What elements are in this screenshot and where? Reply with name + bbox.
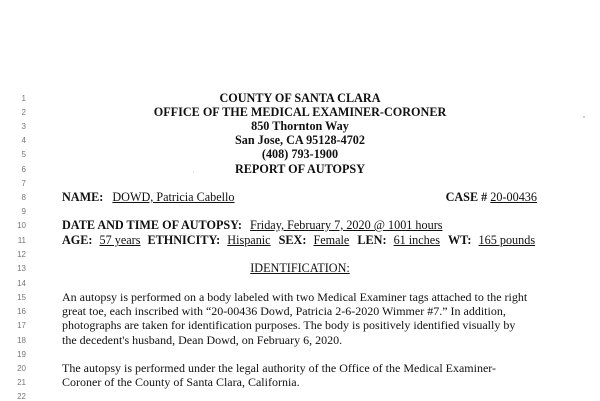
identification-heading-row: [0, 261, 600, 275]
line-number: 2: [21, 108, 26, 117]
len-value: 61 inches: [393, 233, 440, 247]
case-value: 20-00436: [490, 190, 537, 204]
county-heading: COUNTY OF SANTA CLARA: [219, 91, 381, 105]
age-label: AGE:: [62, 233, 93, 247]
line-number: 7: [21, 179, 26, 188]
identification-line: photographs are taken for identification purposes. The body is positively identified visually by: [62, 318, 516, 332]
line-number: 18: [17, 336, 26, 345]
identification-line: great toe, each inscribed with “20-00436 Dowd, Patricia 2-6-2020 Wimmer #7.” In addition,: [62, 304, 506, 318]
datetime-value: Friday, February 7, 2020 @ 1001 hours: [249, 218, 443, 232]
identification-line: the decedent's husband, Dean Dowd, on February 6, 2020.: [62, 333, 343, 347]
street-address: 850 Thornton Way: [251, 119, 349, 133]
identification-line: An autopsy is performed on a body labeled with two Medical Examiner tags attached to the right: [62, 290, 528, 304]
line-number: 17: [17, 321, 26, 330]
line-number: 13: [17, 264, 26, 273]
ethnicity-value: Hispanic: [227, 233, 271, 247]
line-number: 21: [17, 378, 26, 387]
datetime-row: [62, 218, 443, 232]
authority-line: Coroner of the County of Santa Clara, California.: [62, 375, 300, 389]
line-number: 3: [21, 122, 26, 131]
line-number: 10: [17, 221, 26, 230]
report-title: REPORT OF AUTOPSY: [234, 162, 366, 176]
name-row: [62, 190, 235, 204]
line-number: 20: [17, 364, 26, 373]
sex-label: SEX:: [278, 233, 307, 247]
datetime-label: DATE AND TIME OF AUTOPSY:: [62, 218, 242, 232]
line-number: 14: [17, 279, 26, 288]
demographics-row: [62, 233, 535, 247]
scan-speck: [583, 116, 585, 118]
age-value: 57 years: [99, 233, 141, 247]
wt-value: 165 pounds: [478, 233, 536, 247]
line-number: 15: [17, 293, 26, 302]
line-number: 6: [21, 165, 26, 174]
line-number: 16: [17, 307, 26, 316]
ethnicity-label: ETHNICITY:: [147, 233, 221, 247]
phone-number: (408) 793-1900: [261, 147, 339, 161]
sex-value: Female: [313, 233, 350, 247]
line-number: 19: [17, 350, 26, 359]
office-heading: OFFICE OF THE MEDICAL EXAMINER-CORONER: [153, 105, 447, 119]
line-number: 8: [21, 193, 26, 202]
authority-line: The autopsy is performed under the legal authority of the Office of the Medical Examiner-: [62, 361, 497, 375]
name-value: DOWD, Patricia Cabello: [112, 190, 235, 204]
line-number: 5: [21, 150, 26, 159]
case-label: CASE #: [445, 190, 488, 204]
wt-label: WT:: [447, 233, 472, 247]
len-label: LEN:: [357, 233, 387, 247]
line-number: 11: [17, 236, 26, 245]
name-label: NAME:: [62, 190, 104, 204]
scan-speck: [193, 171, 194, 172]
line-number: 9: [21, 207, 26, 216]
identification-heading: IDENTIFICATION:: [250, 261, 350, 275]
line-number: 4: [21, 136, 26, 145]
line-number: 12: [17, 250, 26, 259]
case-row: [446, 190, 537, 204]
line-number: 22: [17, 392, 26, 401]
line-number: 1: [21, 94, 26, 103]
city-address: San Jose, CA 95128-4702: [234, 133, 365, 147]
